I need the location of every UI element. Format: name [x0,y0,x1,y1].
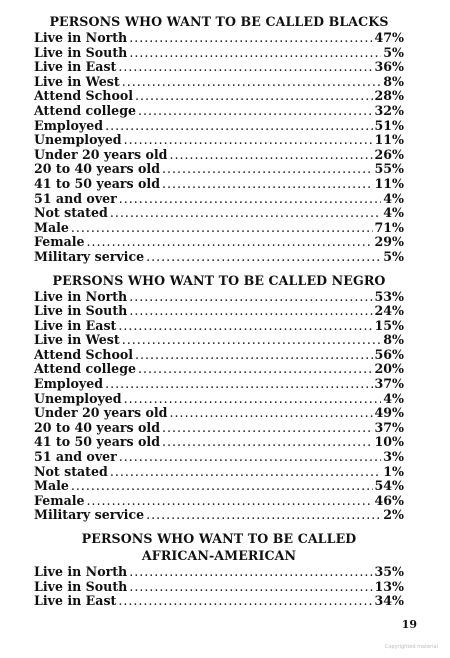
stat-value: 5% [383,248,404,264]
stat-label: Female [34,492,85,508]
stat-value: 10% [374,434,404,450]
section-title: PERSONS WHO WANT TO BE CALLED NEGRO [52,272,386,288]
stat-label: Attend School [34,346,134,362]
stat-value: 11% [374,175,404,191]
section-rows [34,565,404,609]
dot-leader [71,221,373,236]
stat-label: Live in East [34,593,117,609]
stat-value: 53% [374,288,404,304]
stat-row [34,89,404,104]
dot-leader [129,580,372,595]
stat-label: Employed [34,117,104,133]
stat-row [34,319,404,334]
stat-label: Live in South [34,44,128,60]
stat-label: Live in West [34,332,120,348]
stat-label: 51 and over [34,190,117,206]
dot-leader [118,319,372,334]
stat-value: 26% [374,146,404,162]
stat-row [34,119,404,134]
dot-leader [122,333,382,348]
stat-label: Military service [34,507,145,523]
stat-row [34,348,404,363]
stat-row [34,304,404,319]
stat-value: 46% [374,492,404,508]
stat-row [34,221,404,236]
stat-value: 4% [383,205,404,221]
stat-value: 49% [374,405,404,421]
stat-row [34,206,404,221]
dot-leader [124,392,382,407]
stat-row [34,192,404,207]
stat-label: Live in East [34,317,117,333]
dot-leader [87,235,373,250]
stat-value: 71% [374,219,404,235]
dot-leader [129,565,372,580]
stat-label: Male [34,219,69,235]
stat-value: 54% [374,478,404,494]
dot-leader [162,421,372,436]
stat-label: Attend college [34,361,137,377]
stat-label: Live in South [34,303,128,319]
stat-value: 15% [374,317,404,333]
stat-label: Not stated [34,205,108,221]
dot-leader [118,594,372,609]
stat-value: 11% [374,132,404,148]
stat-row [34,60,404,75]
stat-row [34,177,404,192]
stat-label: 20 to 40 years old [34,161,161,177]
stat-label: 20 to 40 years old [34,419,161,435]
stat-row [34,377,404,392]
stat-row [34,406,404,421]
dot-leader [135,348,372,363]
stat-label: Live in North [34,288,128,304]
stat-value: 24% [374,303,404,319]
dot-leader [162,177,372,192]
stat-label: Unemployed [34,132,122,148]
stat-row [34,450,404,465]
dot-leader [119,450,381,465]
dot-leader [87,494,373,509]
section-negro [34,273,404,524]
stat-label: 41 to 50 years old [34,175,161,191]
stat-label: 41 to 50 years old [34,434,161,450]
stat-label: Female [34,234,85,250]
dot-leader [146,508,381,523]
dot-leader [105,119,372,134]
stat-row [34,479,404,494]
stat-value: 29% [374,234,404,250]
stat-row [34,494,404,509]
stat-label: Not stated [34,463,108,479]
stat-row [34,250,404,265]
stat-row [34,508,404,523]
dot-leader [129,46,381,61]
stat-value: 4% [383,190,404,206]
stat-label: Under 20 years old [34,146,168,162]
dot-leader [162,435,372,450]
dot-leader [122,75,382,90]
dot-leader [169,406,372,421]
section-blacks [34,14,404,265]
stat-row [34,362,404,377]
stat-row [34,333,404,348]
stat-label: Attend School [34,88,134,104]
dot-leader [169,148,372,163]
stat-value: 51% [374,117,404,133]
stat-row [34,421,404,436]
stat-row [34,133,404,148]
stat-value: 56% [374,346,404,362]
dot-leader [71,479,373,494]
stat-value: 37% [374,376,404,392]
stat-row [34,565,404,580]
stat-row [34,46,404,61]
stat-value: 47% [374,30,404,45]
stat-label: Male [34,478,69,494]
dot-leader [105,377,372,392]
dot-leader [138,362,372,377]
stat-value: 8% [383,73,404,89]
stat-label: Unemployed [34,390,122,406]
stat-label: Employed [34,376,104,392]
dot-leader [110,206,381,221]
section-title: PERSONS WHO WANT TO BE CALLED [81,531,357,546]
stat-label: Live in North [34,30,128,45]
stat-value: 32% [374,102,404,118]
dot-leader [138,104,372,119]
stat-label: Live in East [34,59,117,75]
section-rows [34,31,404,265]
stat-row [34,235,404,250]
stat-row [34,435,404,450]
section-title: PERSONS WHO WANT TO BE CALLED BLACKS [49,14,389,29]
dot-leader [124,133,373,148]
section-rows [34,290,404,524]
copyright-watermark: Copyrighted material [384,644,438,650]
stat-value: 36% [374,59,404,75]
stat-row [34,392,404,407]
dot-leader [129,304,372,319]
stat-label: 51 and over [34,449,117,465]
stat-value: 8% [383,332,404,348]
stat-value: 35% [374,564,404,579]
stat-value: 5% [383,44,404,60]
dot-leader [110,465,381,480]
stat-label: Live in West [34,73,120,89]
stat-label: Live in South [34,578,128,594]
stat-label: Military service [34,248,145,264]
stat-row [34,104,404,119]
section-title-line2: AFRICAN-AMERICAN [141,548,297,563]
stat-value: 4% [383,390,404,406]
stat-label: Under 20 years old [34,405,168,421]
document-page [34,14,404,609]
stat-row [34,31,404,46]
stat-value: 28% [374,88,404,104]
stat-row [34,580,404,595]
dot-leader [118,60,372,75]
stat-value: 1% [383,463,404,479]
stat-label: Live in North [34,564,128,579]
stat-value: 34% [374,593,404,609]
stat-row [34,290,404,305]
section-african-american [34,531,404,609]
stat-value: 2% [383,507,404,523]
stat-label: Attend college [34,102,137,118]
stat-value: 55% [374,161,404,177]
stat-row [34,465,404,480]
dot-leader [129,31,372,46]
stat-row [34,594,404,609]
stat-row [34,148,404,163]
dot-leader [135,89,372,104]
stat-value: 13% [374,578,404,594]
stat-row [34,75,404,90]
stat-value: 37% [374,419,404,435]
stat-row [34,162,404,177]
stat-value: 3% [383,449,404,465]
dot-leader [119,192,381,207]
page-number: 19 [401,618,417,631]
dot-leader [129,290,372,305]
dot-leader [146,250,381,265]
stat-value: 20% [374,361,404,377]
dot-leader [162,162,372,177]
